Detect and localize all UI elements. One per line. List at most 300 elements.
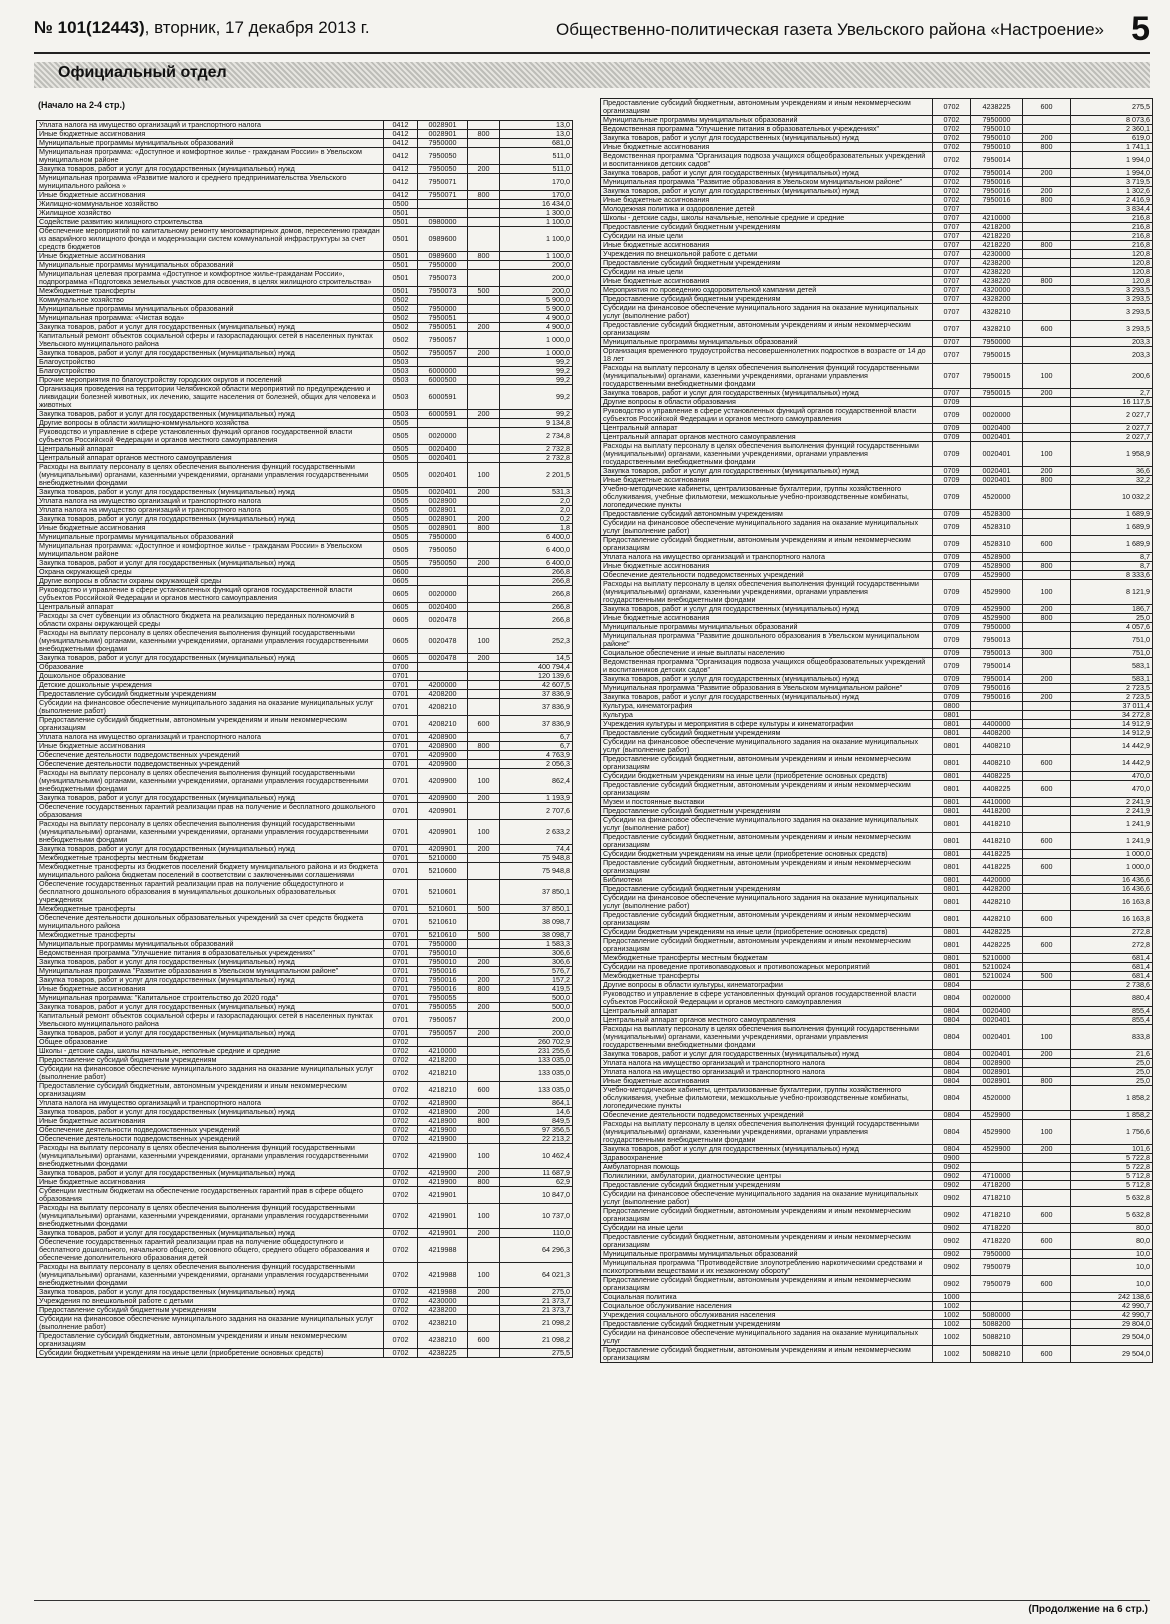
item-name: Молодежная политика и оздоровление детей xyxy=(601,205,933,214)
table-row xyxy=(601,981,1153,990)
expense-type: 100 xyxy=(1023,1025,1071,1050)
section-code: 0702 xyxy=(384,1349,418,1358)
item-name: Межбюджетные трансферты xyxy=(37,931,384,940)
section-code: 0804 xyxy=(933,1111,971,1120)
section-code: 0801 xyxy=(933,859,971,876)
amount: 97 356,5 xyxy=(500,1126,573,1135)
table-row xyxy=(37,586,573,603)
item-name: Центральный аппарат органов местного самоуправления xyxy=(601,433,933,442)
section-code: 0801 xyxy=(933,850,971,859)
table-row xyxy=(601,1145,1153,1154)
target-code: 0028901 xyxy=(971,1077,1023,1086)
item-name: Ведомственная программа "Улучшение питания в образовательных учреждениях" xyxy=(37,949,384,958)
expense-type: 600 xyxy=(468,1332,500,1349)
amount: 120,8 xyxy=(1071,250,1153,259)
target-code: 0020401 xyxy=(418,454,468,463)
table-row xyxy=(37,1144,573,1169)
section-code: 0702 xyxy=(933,169,971,178)
table-row xyxy=(37,367,573,376)
target-code xyxy=(418,200,468,209)
amount: 200,0 xyxy=(500,261,573,270)
amount: 16 163,8 xyxy=(1071,894,1153,911)
section-code: 0804 xyxy=(933,990,971,1007)
section-code: 0503 xyxy=(384,367,418,376)
section-code: 0701 xyxy=(384,967,418,976)
target-code: 7950057 xyxy=(418,332,468,349)
amount: 6,7 xyxy=(500,733,573,742)
amount: 34 272,8 xyxy=(1071,711,1153,720)
item-name: Предоставление субсидий бюджетным, автономным учреждениям и иным некоммерческим организациям xyxy=(601,1346,933,1363)
target-code: 7950016 xyxy=(971,693,1023,702)
expense-type: 200 xyxy=(1023,605,1071,614)
item-name: Социальное обеспечение и иные выплаты населению xyxy=(601,649,933,658)
amount: 242 138,6 xyxy=(1071,1293,1153,1302)
table-row xyxy=(37,958,573,967)
table-row xyxy=(37,191,573,200)
expense-type xyxy=(468,1135,500,1144)
item-name: Предоставление субсидий бюджетным, автономным учреждениям и иным некоммерческим организациям xyxy=(37,1082,384,1099)
item-name: Центральный аппарат xyxy=(601,1007,933,1016)
table-row xyxy=(601,536,1153,553)
target-code: 0020400 xyxy=(418,603,468,612)
target-code: 4408200 xyxy=(971,729,1023,738)
target-code xyxy=(418,209,468,218)
amount: 21 373,7 xyxy=(500,1306,573,1315)
section-code: 1002 xyxy=(933,1329,971,1346)
item-name: Межбюджетные трансферты местным бюджетам xyxy=(37,854,384,863)
amount: 42 990,7 xyxy=(1071,1302,1153,1311)
amount: 8 333,6 xyxy=(1071,571,1153,580)
amount: 275,5 xyxy=(1071,99,1153,116)
table-row xyxy=(37,1169,573,1178)
amount: 186,7 xyxy=(1071,605,1153,614)
expense-type: 200 xyxy=(468,488,500,497)
target-code: 4219901 xyxy=(418,1187,468,1204)
section-code: 1002 xyxy=(933,1346,971,1363)
expense-type xyxy=(468,751,500,760)
section-code: 0709 xyxy=(933,605,971,614)
amount: 38 098,7 xyxy=(500,931,573,940)
expense-type xyxy=(1023,407,1071,424)
item-name: Руководство и управление в сфере установленных функций органов государственной власти субъектов Российской Федерации и органов местного самоуправления xyxy=(601,407,933,424)
expense-type: 200 xyxy=(1023,187,1071,196)
target-code xyxy=(418,358,468,367)
expense-type xyxy=(1023,850,1071,859)
item-name: Обеспечение деятельности подведомственных учреждений xyxy=(37,751,384,760)
table-row xyxy=(37,533,573,542)
amount: 133 035,0 xyxy=(500,1056,573,1065)
table-row xyxy=(601,738,1153,755)
amount: 80,0 xyxy=(1071,1224,1153,1233)
table-row xyxy=(601,571,1153,580)
table-row xyxy=(37,760,573,769)
expense-type: 600 xyxy=(1023,99,1071,116)
table-row xyxy=(601,321,1153,338)
table-row xyxy=(601,1154,1153,1163)
amount: 511,0 xyxy=(500,148,573,165)
target-code: 4718210 xyxy=(971,1190,1023,1207)
table-row xyxy=(601,720,1153,729)
expense-type xyxy=(1023,510,1071,519)
table-row xyxy=(601,781,1153,798)
target-code: 4529900 xyxy=(971,571,1023,580)
target-code: 7950055 xyxy=(418,994,468,1003)
table-row xyxy=(37,863,573,880)
target-code: 7950000 xyxy=(418,533,468,542)
section-code: 0502 xyxy=(384,323,418,332)
section-code: 0801 xyxy=(933,954,971,963)
section-code: 0412 xyxy=(384,121,418,130)
left-budget-column xyxy=(36,120,572,1358)
amount: 1 300,0 xyxy=(500,209,573,218)
expense-type xyxy=(1023,702,1071,711)
expense-type: 200 xyxy=(468,349,500,358)
item-name: Культура, кинематография xyxy=(601,702,933,711)
section-code: 0505 xyxy=(384,524,418,533)
section-code: 0709 xyxy=(933,658,971,675)
table-row xyxy=(37,794,573,803)
amount: 62,9 xyxy=(500,1178,573,1187)
amount: 16 163,8 xyxy=(1071,911,1153,928)
amount: 2,0 xyxy=(500,506,573,515)
amount: 2 241,9 xyxy=(1071,807,1153,816)
item-name: Жилищно-коммунальное хозяйство xyxy=(37,200,384,209)
amount: 8 121,9 xyxy=(1071,580,1153,605)
target-code: 4219988 xyxy=(418,1238,468,1263)
section-code: 0701 xyxy=(384,803,418,820)
section-code: 0702 xyxy=(384,1117,418,1126)
table-row xyxy=(37,376,573,385)
amount: 99,2 xyxy=(500,410,573,419)
table-row xyxy=(601,99,1153,116)
target-code: 0020401 xyxy=(971,467,1023,476)
item-name: Расходы на выплату персоналу в целях обеспечения выполнения функций государственными (муниципальными) органами, казенными учреждениями, органами управления государственными внебюджетными фондами xyxy=(601,1120,933,1145)
table-row xyxy=(601,1077,1153,1086)
table-row xyxy=(37,287,573,296)
section-code: 0801 xyxy=(933,928,971,937)
amount: 14 442,9 xyxy=(1071,755,1153,772)
amount: 1 100,0 xyxy=(500,252,573,261)
amount: 10 847,0 xyxy=(500,1187,573,1204)
expense-type xyxy=(468,663,500,672)
table-row xyxy=(601,963,1153,972)
item-name: Закупка товаров, работ и услуг для государственных (муниципальных) нужд xyxy=(601,134,933,143)
section-code: 0804 xyxy=(933,1145,971,1154)
section-code: 0801 xyxy=(933,816,971,833)
target-code: 4208210 xyxy=(418,699,468,716)
expense-type: 200 xyxy=(1023,134,1071,143)
target-code: 7950015 xyxy=(971,347,1023,364)
table-row xyxy=(37,270,573,287)
table-row xyxy=(601,398,1153,407)
section-code: 0709 xyxy=(933,623,971,632)
section-code: 0505 xyxy=(384,419,418,428)
item-name: Руководство и управление в сфере установленных функций органов государственной власти субъектов Российской Федерации и органов местного самоуправления xyxy=(37,428,384,445)
expense-type: 800 xyxy=(468,191,500,200)
section-code: 0709 xyxy=(933,536,971,553)
table-row xyxy=(601,850,1153,859)
target-code: 7950057 xyxy=(418,349,468,358)
amount: 4 900,0 xyxy=(500,323,573,332)
item-name: Закупка товаров, работ и услуг для государственных (муниципальных) нужд xyxy=(37,488,384,497)
expense-type xyxy=(1023,720,1071,729)
table-row xyxy=(601,729,1153,738)
section-code: 0501 xyxy=(384,261,418,270)
item-name: Амбулаторная помощь xyxy=(601,1163,933,1172)
target-code: 4718200 xyxy=(971,1181,1023,1190)
item-name: Иные бюджетные ассигнования xyxy=(601,476,933,485)
expense-type xyxy=(1023,1016,1071,1025)
table-row xyxy=(37,542,573,559)
amount: 21 373,7 xyxy=(500,1297,573,1306)
amount: 681,0 xyxy=(500,139,573,148)
target-code: 4328210 xyxy=(971,304,1023,321)
section-code: 0502 xyxy=(384,332,418,349)
item-name: Закупка товаров, работ и услуг для государственных (муниципальных) нужд xyxy=(37,323,384,332)
amount: 681,4 xyxy=(1071,963,1153,972)
target-code: 0028901 xyxy=(971,1068,1023,1077)
target-code: 4209900 xyxy=(418,769,468,794)
item-name: Расходы на выплату персоналу в целях обеспечения выполнения функций государственными (муниципальными) органами, казенными учреждениями, органами управления государственными внебюджетными фондами xyxy=(601,442,933,467)
amount: 5 712,8 xyxy=(1071,1181,1153,1190)
table-row xyxy=(601,338,1153,347)
amount: 231 255,6 xyxy=(500,1047,573,1056)
section-code: 0505 xyxy=(384,533,418,542)
target-code: 5210601 xyxy=(418,880,468,905)
amount: 1 858,2 xyxy=(1071,1111,1153,1120)
section-code: 0702 xyxy=(384,1263,418,1288)
section-code: 0804 xyxy=(933,1086,971,1111)
amount: 10 737,0 xyxy=(500,1204,573,1229)
expense-type: 200 xyxy=(468,165,500,174)
section-code: 0701 xyxy=(384,716,418,733)
table-row xyxy=(601,807,1153,816)
item-name: Прочие мероприятия по благоустройству городских округов и поселений xyxy=(37,376,384,385)
table-row xyxy=(37,931,573,940)
section-code: 0702 xyxy=(384,1038,418,1047)
item-name: Центральный аппарат органов местного самоуправления xyxy=(37,454,384,463)
expense-type xyxy=(1023,268,1071,277)
section-code: 0702 xyxy=(384,1126,418,1135)
target-code: 5088200 xyxy=(971,1320,1023,1329)
amount: 272,8 xyxy=(1071,928,1153,937)
expense-type: 800 xyxy=(468,130,500,139)
table-row xyxy=(601,605,1153,614)
table-row xyxy=(37,1099,573,1108)
amount: 14,6 xyxy=(500,1108,573,1117)
item-name: Другие вопросы в области охраны окружающей среды xyxy=(37,577,384,586)
item-name: Содействие развитию жилищного строительства xyxy=(37,218,384,227)
expense-type xyxy=(1023,738,1071,755)
table-row xyxy=(601,304,1153,321)
amount: 511,0 xyxy=(500,165,573,174)
target-code: 7950010 xyxy=(418,958,468,967)
table-row xyxy=(37,733,573,742)
expense-type xyxy=(468,314,500,323)
amount: 203,3 xyxy=(1071,338,1153,347)
amount: 1 000,0 xyxy=(500,349,573,358)
target-code: 4218210 xyxy=(418,1082,468,1099)
section-code: 0801 xyxy=(933,781,971,798)
expense-type xyxy=(468,218,500,227)
amount: 10 462,4 xyxy=(500,1144,573,1169)
item-name: Дошкольное образование xyxy=(37,672,384,681)
amount: 6 400,0 xyxy=(500,542,573,559)
section-code: 0502 xyxy=(384,314,418,323)
target-code: 6000591 xyxy=(418,410,468,419)
amount: 99,2 xyxy=(500,385,573,410)
table-row xyxy=(37,949,573,958)
target-code: 7950073 xyxy=(418,270,468,287)
target-code: 0989600 xyxy=(418,227,468,252)
target-code: 4209901 xyxy=(418,845,468,854)
expense-type xyxy=(468,914,500,931)
table-row xyxy=(37,488,573,497)
table-row xyxy=(601,467,1153,476)
section-code: 0600 xyxy=(384,568,418,577)
expense-type: 600 xyxy=(1023,937,1071,954)
target-code: 4238220 xyxy=(971,277,1023,286)
amount: 37 850,1 xyxy=(500,880,573,905)
target-code xyxy=(418,663,468,672)
expense-type xyxy=(468,1047,500,1056)
section-code: 0707 xyxy=(933,286,971,295)
target-code: 4428210 xyxy=(971,911,1023,928)
section-code: 0605 xyxy=(384,586,418,603)
amount: 266,8 xyxy=(500,577,573,586)
table-row xyxy=(37,976,573,985)
target-code: 4219900 xyxy=(418,1169,468,1178)
expense-type xyxy=(1023,623,1071,632)
target-code: 4208200 xyxy=(418,690,468,699)
table-row xyxy=(37,742,573,751)
item-name: Ведомственная программа "Улучшение питания в образовательных учреждениях" xyxy=(601,125,933,134)
target-code: 7950016 xyxy=(971,178,1023,187)
expense-type: 600 xyxy=(1023,321,1071,338)
table-row xyxy=(37,1117,573,1126)
expense-type xyxy=(1023,1293,1071,1302)
expense-type xyxy=(468,1126,500,1135)
amount: 1 241,9 xyxy=(1071,816,1153,833)
expense-type: 800 xyxy=(1023,562,1071,571)
expense-type xyxy=(468,994,500,1003)
target-code: 0989600 xyxy=(418,252,468,261)
table-row xyxy=(601,205,1153,214)
expense-type: 100 xyxy=(468,1144,500,1169)
table-row xyxy=(601,894,1153,911)
amount: 200,0 xyxy=(500,1029,573,1038)
amount: 22 213,2 xyxy=(500,1135,573,1144)
item-name: Учреждения социального обслуживания населения xyxy=(601,1311,933,1320)
expense-type xyxy=(1023,684,1071,693)
target-code: 4520000 xyxy=(971,485,1023,510)
item-name: Муниципальные программы муниципальных образований xyxy=(601,338,933,347)
amount: 1 756,6 xyxy=(1071,1120,1153,1145)
item-name: Предоставление субсидий бюджетным, автономным учреждениям и иным некоммерческим организациям xyxy=(601,911,933,928)
target-code xyxy=(971,398,1023,407)
table-row xyxy=(37,218,573,227)
table-row xyxy=(37,559,573,568)
item-name: Предоставление субсидий бюджетным учреждениям xyxy=(601,1320,933,1329)
amount: 29 504,0 xyxy=(1071,1329,1153,1346)
expense-type xyxy=(1023,1329,1071,1346)
table-row xyxy=(37,497,573,506)
table-row xyxy=(37,349,573,358)
section-code: 0501 xyxy=(384,287,418,296)
section-code: 0902 xyxy=(933,1172,971,1181)
expense-type: 500 xyxy=(468,287,500,296)
table-row xyxy=(601,1190,1153,1207)
amount: 37 836,9 xyxy=(500,699,573,716)
item-name: Субсидии на финансовое обеспечение муниципального задания на оказание муниципальных услуг (выполнение работ) xyxy=(601,519,933,536)
amount: 2 738,6 xyxy=(1071,981,1153,990)
target-code: 4528310 xyxy=(971,519,1023,536)
table-row xyxy=(601,1120,1153,1145)
section-code: 0503 xyxy=(384,385,418,410)
amount: 37 011,4 xyxy=(1071,702,1153,711)
amount: 14 442,9 xyxy=(1071,738,1153,755)
table-row xyxy=(601,187,1153,196)
table-row xyxy=(37,716,573,733)
section-code: 0702 xyxy=(384,1108,418,1117)
table-row xyxy=(37,769,573,794)
table-row xyxy=(601,675,1153,684)
section-code: 0702 xyxy=(933,143,971,152)
item-name: Обеспечение деятельности подведомственных учреждений xyxy=(37,1126,384,1135)
amount: 6,7 xyxy=(500,742,573,751)
item-name: Центральный аппарат xyxy=(37,445,384,454)
target-code: 4718220 xyxy=(971,1224,1023,1233)
amount: 10,0 xyxy=(1071,1276,1153,1293)
section-code: 0709 xyxy=(933,510,971,519)
amount: 5 900,0 xyxy=(500,305,573,314)
header-rule xyxy=(34,52,1150,54)
table-row xyxy=(37,629,573,654)
section-code: 0701 xyxy=(384,949,418,958)
target-code: 0028901 xyxy=(418,121,468,130)
amount: 14,5 xyxy=(500,654,573,663)
section-code: 0707 xyxy=(933,241,971,250)
section-title: Официальный отдел xyxy=(58,64,227,81)
item-name: Муниципальная программа: "Капитальное строительство до 2020 года" xyxy=(37,994,384,1003)
section-code: 0412 xyxy=(384,165,418,174)
target-code: 7950000 xyxy=(418,261,468,270)
item-name: Уплата налога на имущество организаций и транспортного налога xyxy=(37,506,384,515)
item-name: Субсидии на иные цели xyxy=(601,268,933,277)
target-code: 4209901 xyxy=(418,820,468,845)
table-row xyxy=(37,1306,573,1315)
section-code: 0702 xyxy=(384,1297,418,1306)
section-code: 0804 xyxy=(933,1120,971,1145)
item-name: Субсидии бюджетным учреждениям на иные цели (приобретение основных средств) xyxy=(601,772,933,781)
expense-type xyxy=(468,376,500,385)
item-name: Расходы на выплату персоналу в целях обеспечения выполнения функций государственными (муниципальными) органами, казенными учреждениями, органами управления государственными внебюджетными фондами xyxy=(37,1144,384,1169)
target-code: 7950010 xyxy=(971,134,1023,143)
item-name: Закупка товаров, работ и услуг для государственных (муниципальных) нужд xyxy=(37,1029,384,1038)
target-code: 4209900 xyxy=(418,760,468,769)
expense-type: 800 xyxy=(468,252,500,261)
expense-type: 200 xyxy=(468,1229,500,1238)
item-name: Межбюджетные трансферты местным бюджетам xyxy=(601,954,933,963)
section-code: 0902 xyxy=(933,1181,971,1190)
target-code: 7950000 xyxy=(971,338,1023,347)
item-name: Субсидии бюджетным учреждениям на иные цели (приобретение основных средств) xyxy=(601,850,933,859)
target-code: 4320000 xyxy=(971,286,1023,295)
expense-type: 200 xyxy=(468,323,500,332)
section-code: 0701 xyxy=(384,1003,418,1012)
budget-table-left xyxy=(36,120,573,1358)
section-code: 0701 xyxy=(384,733,418,742)
